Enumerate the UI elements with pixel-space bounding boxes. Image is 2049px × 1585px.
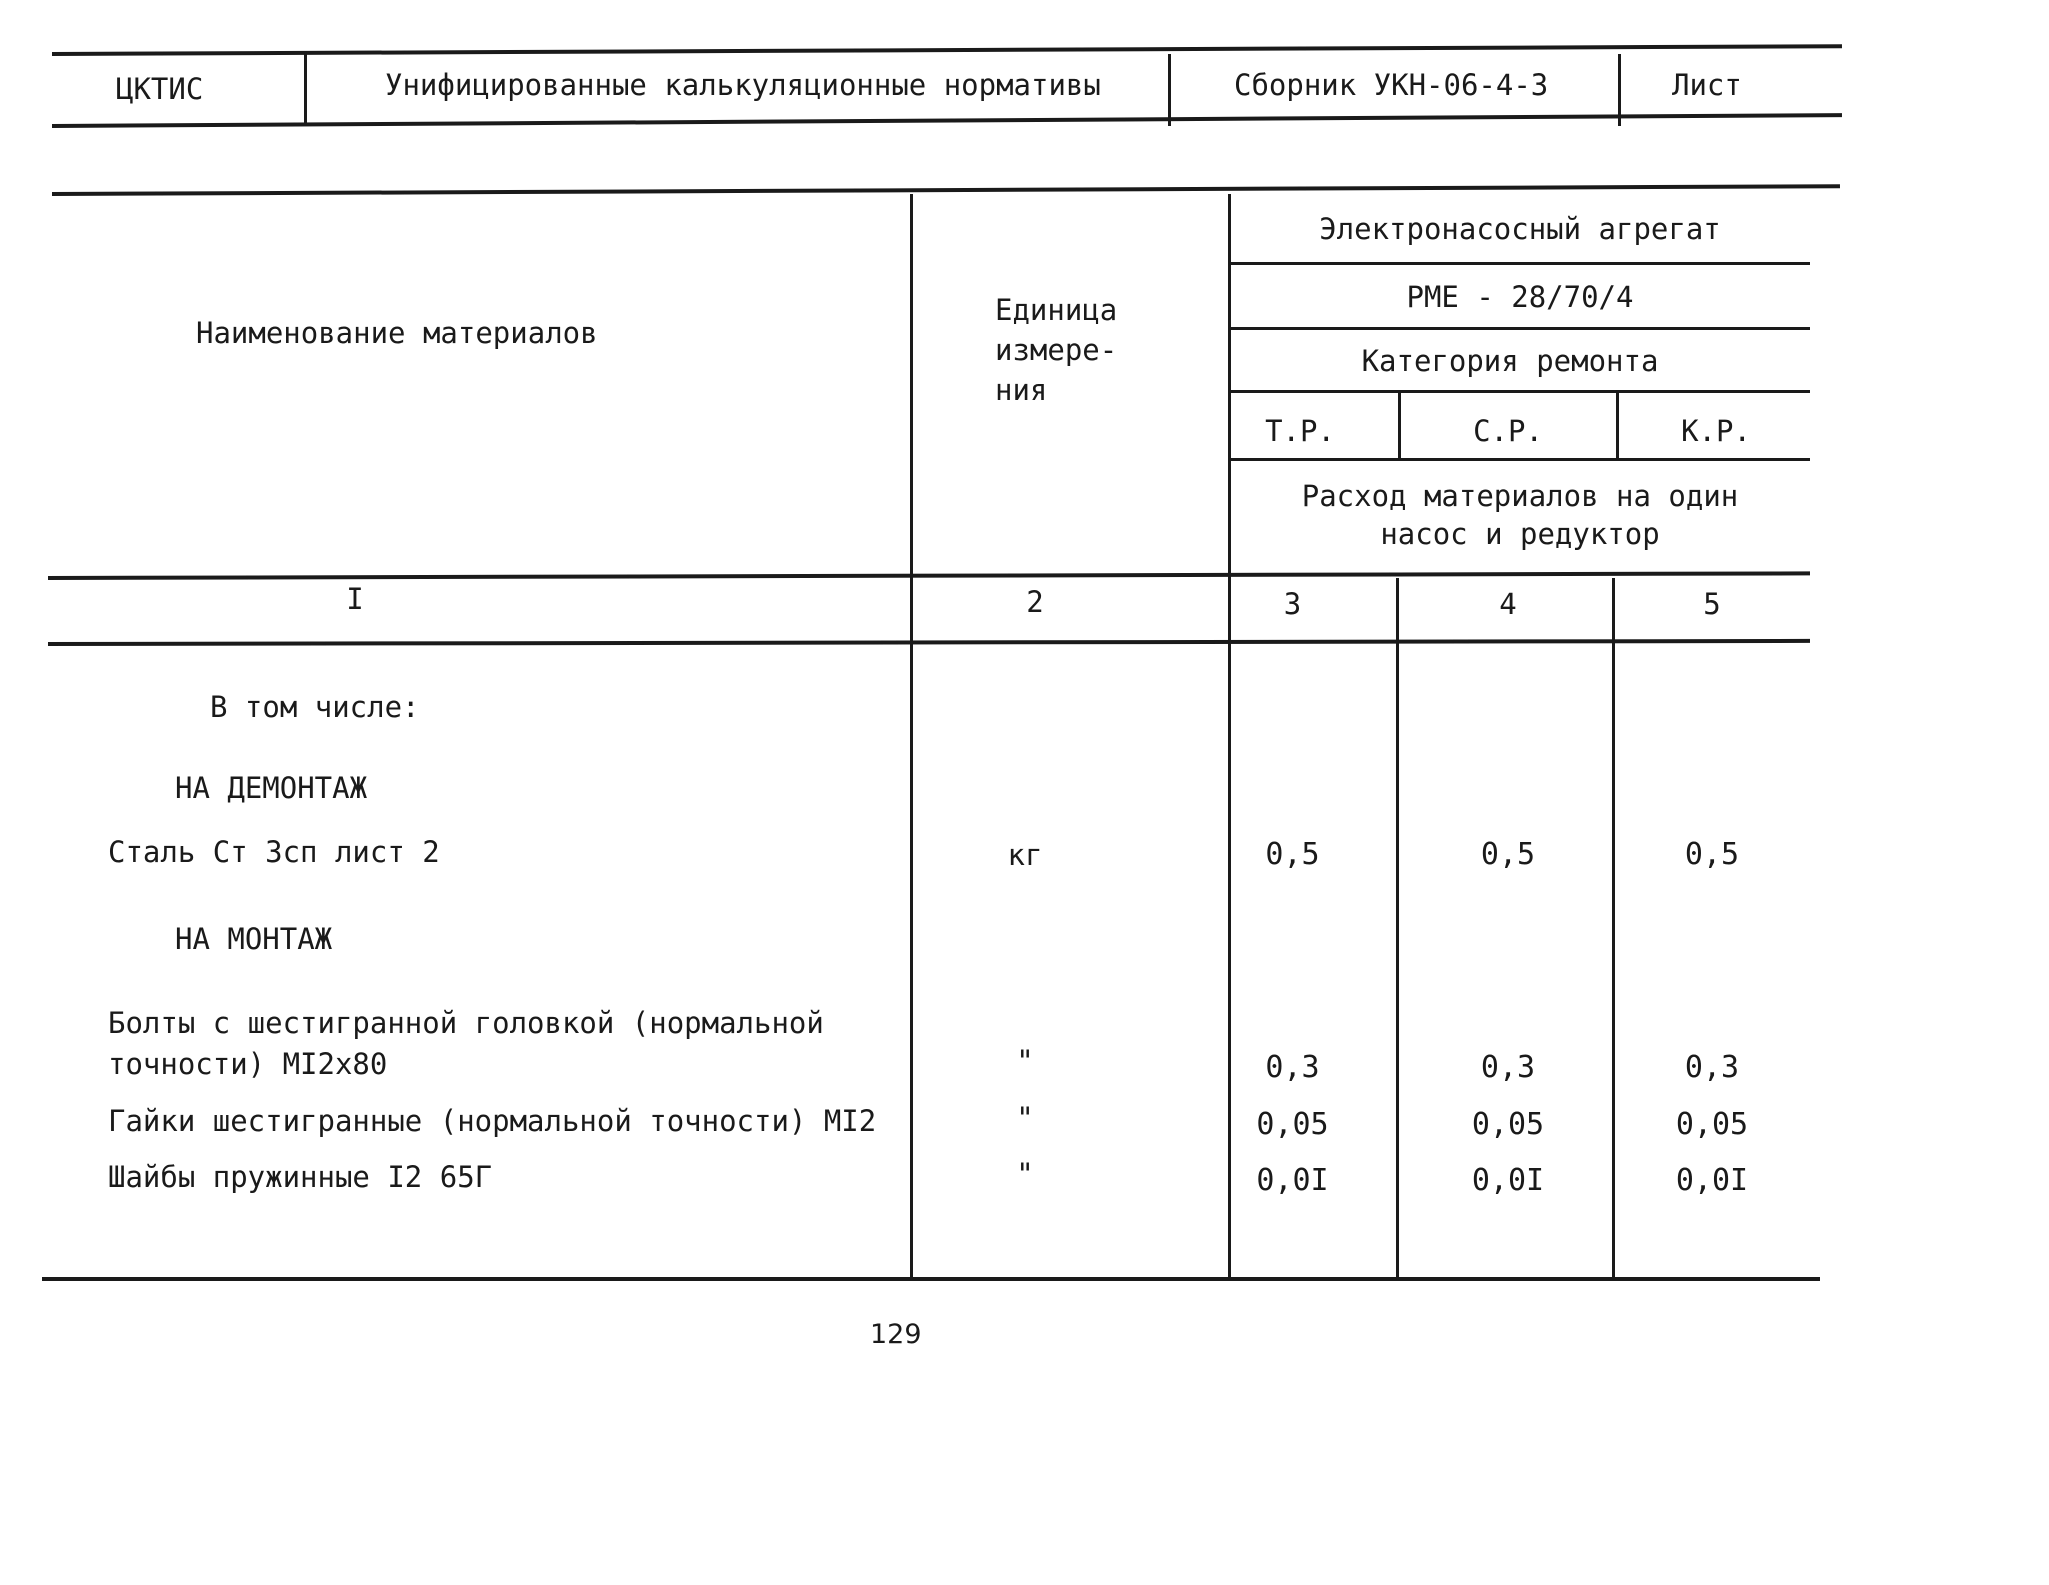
table-bottom-rule <box>42 1277 1820 1281</box>
category-tr: Т.Р. <box>1265 414 1335 448</box>
column-number-5: 5 <box>1703 587 1721 621</box>
rule-under-repair-category <box>1230 390 1810 393</box>
consumption-label-line-1: Расход материалов на один <box>1301 479 1739 513</box>
unit-group-label: Электронасосный агрегат <box>1319 212 1721 246</box>
row-value-sr: 0,05 <box>1471 1107 1545 1142</box>
row-unit: кг <box>1007 838 1043 872</box>
column-number-2: 2 <box>1026 585 1044 619</box>
category-kr: К.Р. <box>1681 414 1751 448</box>
column-number-3: 3 <box>1283 587 1302 621</box>
header-top-rule <box>52 44 1842 56</box>
header-divider-1 <box>304 54 307 126</box>
column-header-unit-line-1: Единица <box>995 293 1118 327</box>
consumption-label-line-2: насос и редуктор <box>1380 517 1660 551</box>
row-name-line-1: Болты с шестигранной головкой (нормальной <box>108 1006 824 1040</box>
row-name: Гайки шестигранные (нормальной точности) МI2 <box>108 1104 877 1138</box>
column-header-unit-line-3: ния <box>995 373 1048 407</box>
row-value-sr: 0,0I <box>1471 1163 1545 1198</box>
header-org: ЦКТИС <box>116 72 204 106</box>
row-name: Сталь Ст 3сп лист 2 <box>108 835 440 869</box>
row-value-sr: 0,5 <box>1480 837 1536 872</box>
header-title: Унифицированные калькуляционные нормативы <box>385 68 1101 102</box>
column-number-4: 4 <box>1499 587 1517 621</box>
rule-under-model <box>1230 327 1810 330</box>
row-value-kr: 0,0I <box>1675 1163 1749 1198</box>
row-value-kr: 0,3 <box>1684 1050 1740 1085</box>
row-subheading-including: В том числе: <box>210 690 420 724</box>
column-number-1: I <box>346 582 364 616</box>
rule-below-column-numbers <box>48 639 1810 646</box>
row-value-tr: 0,05 <box>1256 1107 1329 1142</box>
table-top-rule <box>52 184 1840 196</box>
row-value-kr: 0,05 <box>1675 1107 1749 1142</box>
rule-above-column-numbers <box>48 571 1810 580</box>
row-unit: " <box>1016 1101 1034 1135</box>
row-value-tr: 0,3 <box>1265 1050 1320 1085</box>
row-value-tr: 0,0I <box>1256 1163 1329 1198</box>
rule-under-categories <box>1230 458 1810 461</box>
header-divider-3 <box>1618 54 1621 126</box>
row-section-mounting: НА МОНТАЖ <box>175 922 333 956</box>
row-unit: " <box>1016 1157 1034 1191</box>
header-collection: Сборник УКН-06-4-3 <box>1234 68 1549 102</box>
category-sr: С.Р. <box>1473 414 1543 448</box>
column-header-name: Наименование материалов <box>196 316 598 350</box>
row-section-dismantling: НА ДЕМОНТАЖ <box>175 771 368 805</box>
page-number: 129 <box>870 1319 922 1350</box>
model-label: PME - 28/70/4 <box>1406 280 1634 314</box>
column-header-unit-line-2: измере- <box>995 333 1118 367</box>
row-unit: " <box>1016 1044 1034 1078</box>
row-name: Шайбы пружинные I2 65Г <box>108 1160 493 1194</box>
header-divider-2 <box>1168 54 1171 126</box>
row-value-tr: 0,5 <box>1265 837 1320 872</box>
rule-under-unit-group <box>1230 262 1810 265</box>
header-bottom-rule <box>52 113 1842 128</box>
row-value-kr: 0,5 <box>1684 837 1740 872</box>
header-sheet: Лист <box>1672 68 1742 102</box>
row-name-line-2: точности) МI2х80 <box>108 1047 388 1081</box>
repair-category-label: Категория ремонта <box>1361 344 1659 378</box>
row-value-sr: 0,3 <box>1480 1050 1536 1085</box>
